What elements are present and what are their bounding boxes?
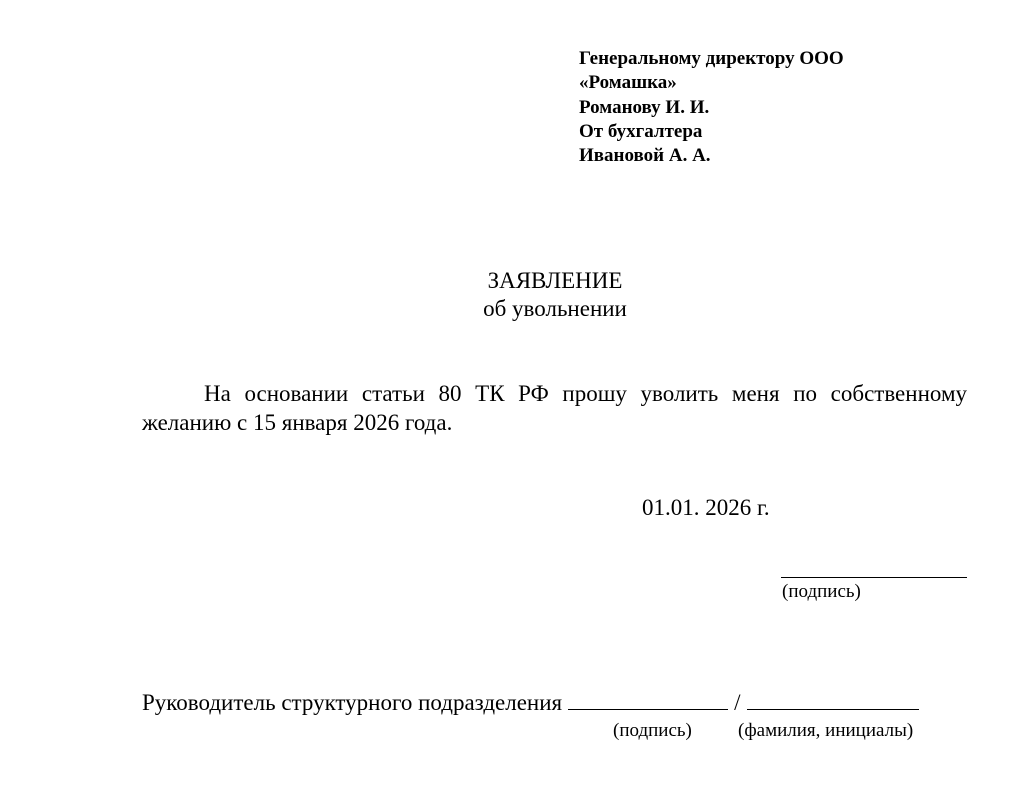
separator-slash: / [734, 690, 741, 715]
document-heading: ЗАЯВЛЕНИЕ [487, 268, 623, 293]
document-title [0, 267, 1031, 323]
request-paragraph: На основании статьи 80 ТК РФ прошу уволить меня по собственному желанию с 15 января 2026 года. [142, 381, 967, 435]
signature-line [781, 577, 967, 578]
document-subheading: об увольнении [483, 296, 627, 321]
addressee-line: Генеральному директору ООО [579, 48, 844, 69]
manager-name-caption: (фамилия, инициалы) [738, 720, 914, 741]
manager-signature-blank [568, 691, 728, 710]
addressee-line: От бухгалтера [579, 120, 703, 142]
manager-label: Руководитель структурного подразделения [142, 690, 563, 715]
addressee-line: Ивановой А. А. [579, 145, 711, 167]
addressee-line: Романову И. И. [579, 96, 710, 118]
addressee-line: «Ромашка» [579, 72, 677, 94]
signature-caption: (подпись) [782, 581, 861, 602]
manager-name-blank [747, 691, 919, 710]
addressee-block [579, 47, 844, 168]
manager-signature-caption: (подпись) [613, 720, 692, 741]
document-date: 01.01. 2026 г. [642, 495, 770, 520]
manager-approval-line [142, 689, 919, 717]
